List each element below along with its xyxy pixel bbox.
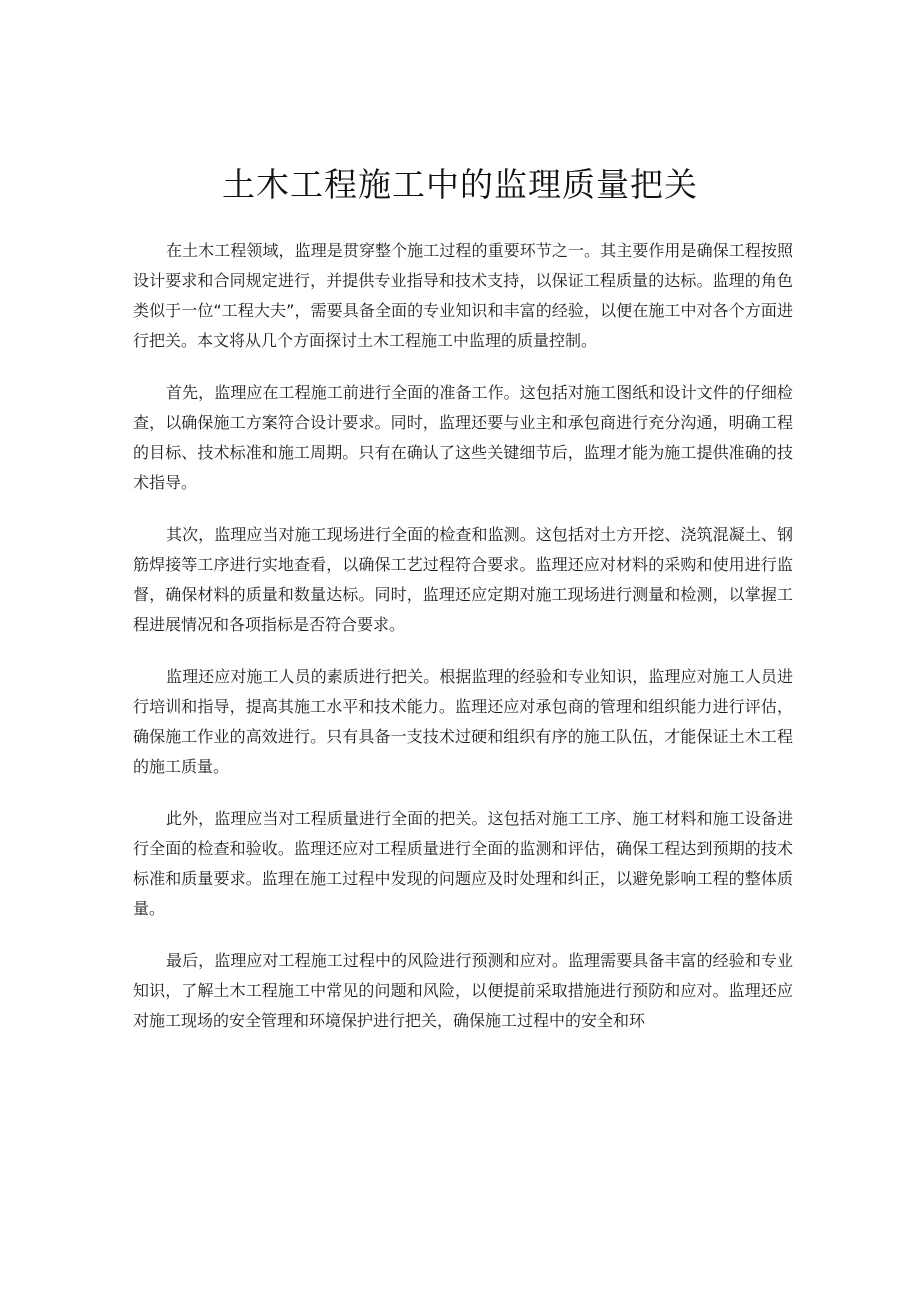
- paragraph-quality-control: 此外，监理应当对工程质量进行全面的把关。这包括对施工工序、施工材料和施工设备进行全面的检查和验收。监理还应对工程质量进行全面的监测和评估，确保工程达到预期的技术标准和质量要求。监理在施工过程中发现的问题应及时处理和纠正，以避免影响工程的整体质量。: [133, 809, 793, 918]
- paragraph-risk: 最后，监理应对工程施工过程中的风险进行预测和应对。监理需要具备丰富的经验和专业知识，了解土木工程施工中常见的问题和风险，以便提前采取措施进行预防和应对。监理还应对施工现场的安全管理和环境保护进行把关，确保施工过程中的安全和环: [133, 951, 793, 1030]
- paragraph-site-inspection: 其次，监理应当对施工现场进行全面的检查和监测。这包括对土方开挖、浇筑混凝土、钢筋焊接等工序进行实地查看，以确保工艺过程符合要求。监理还应对材料的采购和使用进行监督，确保材料的质量和数量达标。同时，监理还应定期对施工现场进行测量和检测，以掌握工程进展情况和各项指标是否符合要求。: [133, 525, 793, 634]
- document-body: [133, 236, 793, 1058]
- document-title: 土木工程施工中的监理质量把关: [222, 165, 698, 204]
- paragraph-preparation: 首先，监理应在工程施工前进行全面的准备工作。这包括对施工图纸和设计文件的仔细检查，以确保施工方案符合设计要求。同时，监理还要与业主和承包商进行充分沟通，明确工程的目标、技术标准和施工周期。只有在确认了这些关键细节后，监理才能为施工提供准确的技术指导。: [133, 383, 793, 492]
- paragraph-intro: 在土木工程领域，监理是贯穿整个施工过程的重要环节之一。其主要作用是确保工程按照设计要求和合同规定进行，并提供专业指导和技术支持，以保证工程质量的达标。监理的角色类似于一位“工程大夫”，需要具备全面的专业知识和丰富的经验，以便在施工中对各个方面进行把关。本文将从几个方面探讨土木工程施工中监理的质量控制。: [133, 241, 793, 350]
- paragraph-personnel: 监理还应对施工人员的素质进行把关。根据监理的经验和专业知识，监理应对施工人员进行培训和指导，提高其施工水平和技术能力。监理还应对承包商的管理和组织能力进行评估，确保施工作业的高效进行。只有具备一支技术过硬和组织有序的施工队伍，才能保证土木工程的施工质量。: [133, 667, 793, 776]
